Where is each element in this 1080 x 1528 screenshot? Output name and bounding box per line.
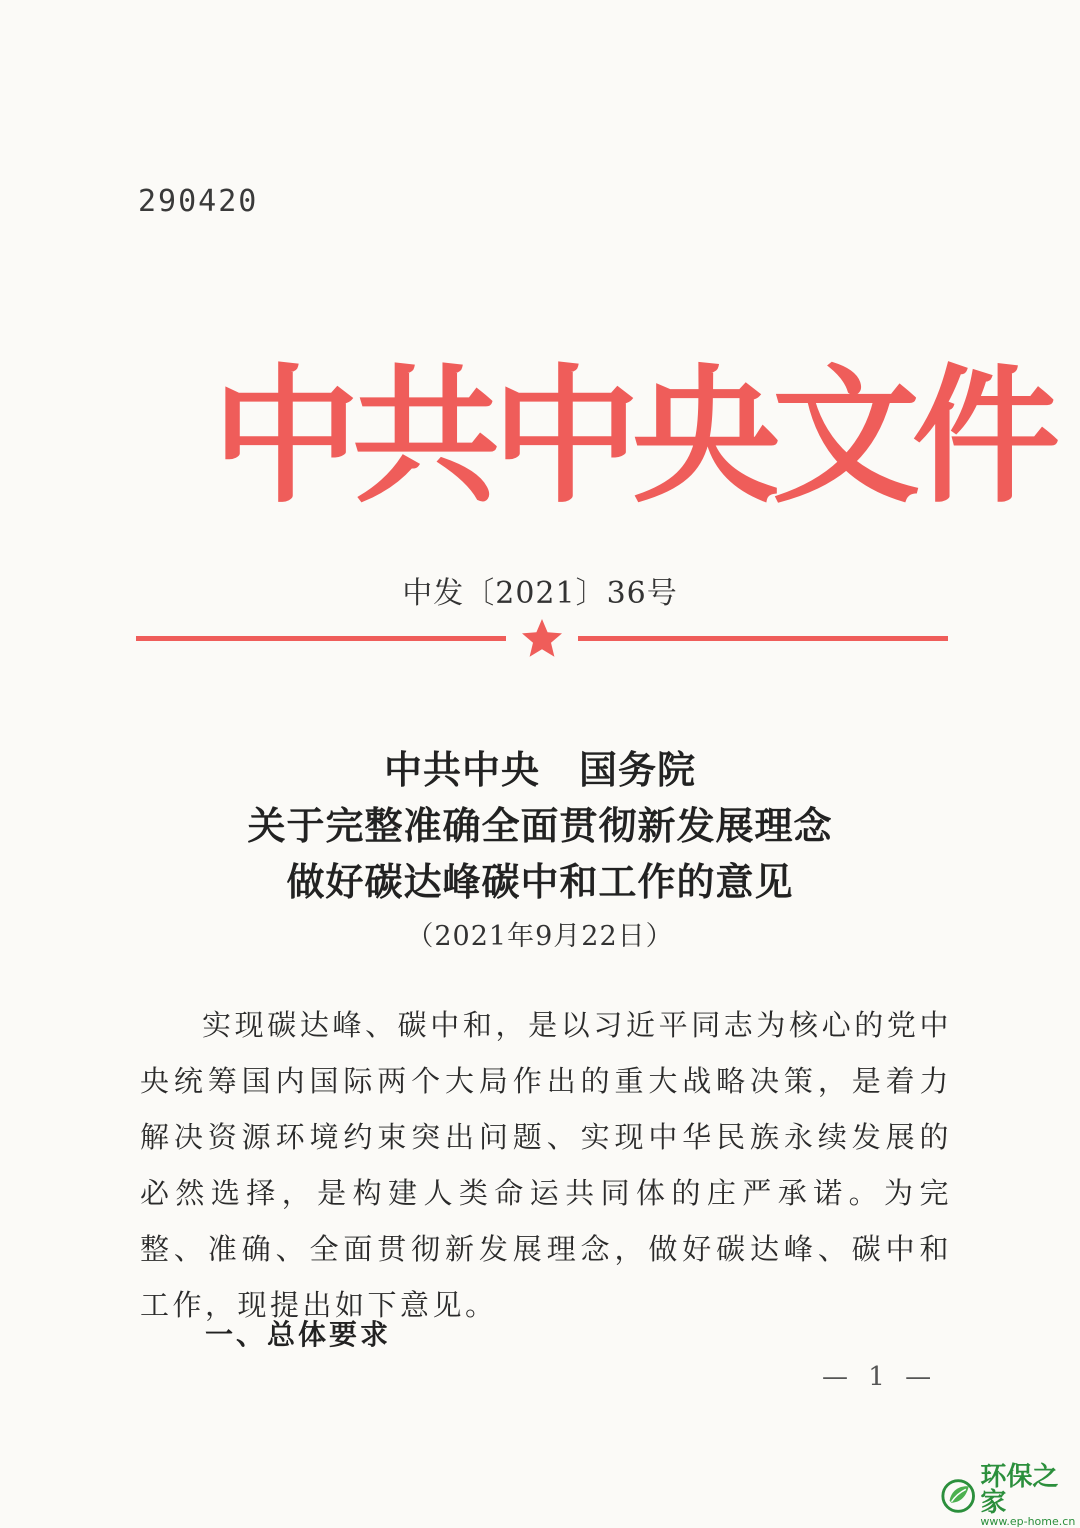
divider-line-right — [578, 636, 948, 641]
title-line-3: 做好碳达峰碳中和工作的意见 — [286, 860, 794, 904]
document-date: （2021年9月22日） — [406, 921, 674, 952]
leaf-logo-icon — [940, 1477, 976, 1515]
divider-line-left — [136, 636, 506, 641]
document-masthead: 中共中央文件 — [212, 351, 1052, 523]
watermark-logo — [940, 1462, 1080, 1528]
red-divider-with-star — [136, 618, 948, 658]
document-title — [0, 742, 1080, 953]
title-line-issuers: 中共中央 国务院 — [383, 748, 696, 792]
title-line-2: 关于完整准确全面贯彻新发展理念 — [247, 804, 833, 848]
section-heading: 一、总体要求 — [205, 1318, 392, 1351]
red-star-icon — [522, 619, 562, 657]
page-number: — 1 — — [822, 1362, 938, 1392]
body-paragraph: 实现碳达峰、碳中和，是以习近平同志为核心的党中央统筹国内国际两个大局作出的重大战略决策，是着力解决资源环境约束突出问题、实现中华民族永续发展的必然选择，是构建人类命运共同体的庄严承诺。为完整、准确、全面贯彻新发展理念，做好碳达峰、碳中和工作，现提出如下意见。 — [140, 1008, 952, 1322]
watermark-url: www.ep-home.cn — [980, 1515, 1076, 1528]
serial-number: 290420 — [138, 184, 259, 219]
body-text — [140, 997, 952, 1333]
watermark-name: 环保之家 — [980, 1462, 1059, 1518]
document-number: 中发〔2021〕36号 — [402, 576, 678, 611]
